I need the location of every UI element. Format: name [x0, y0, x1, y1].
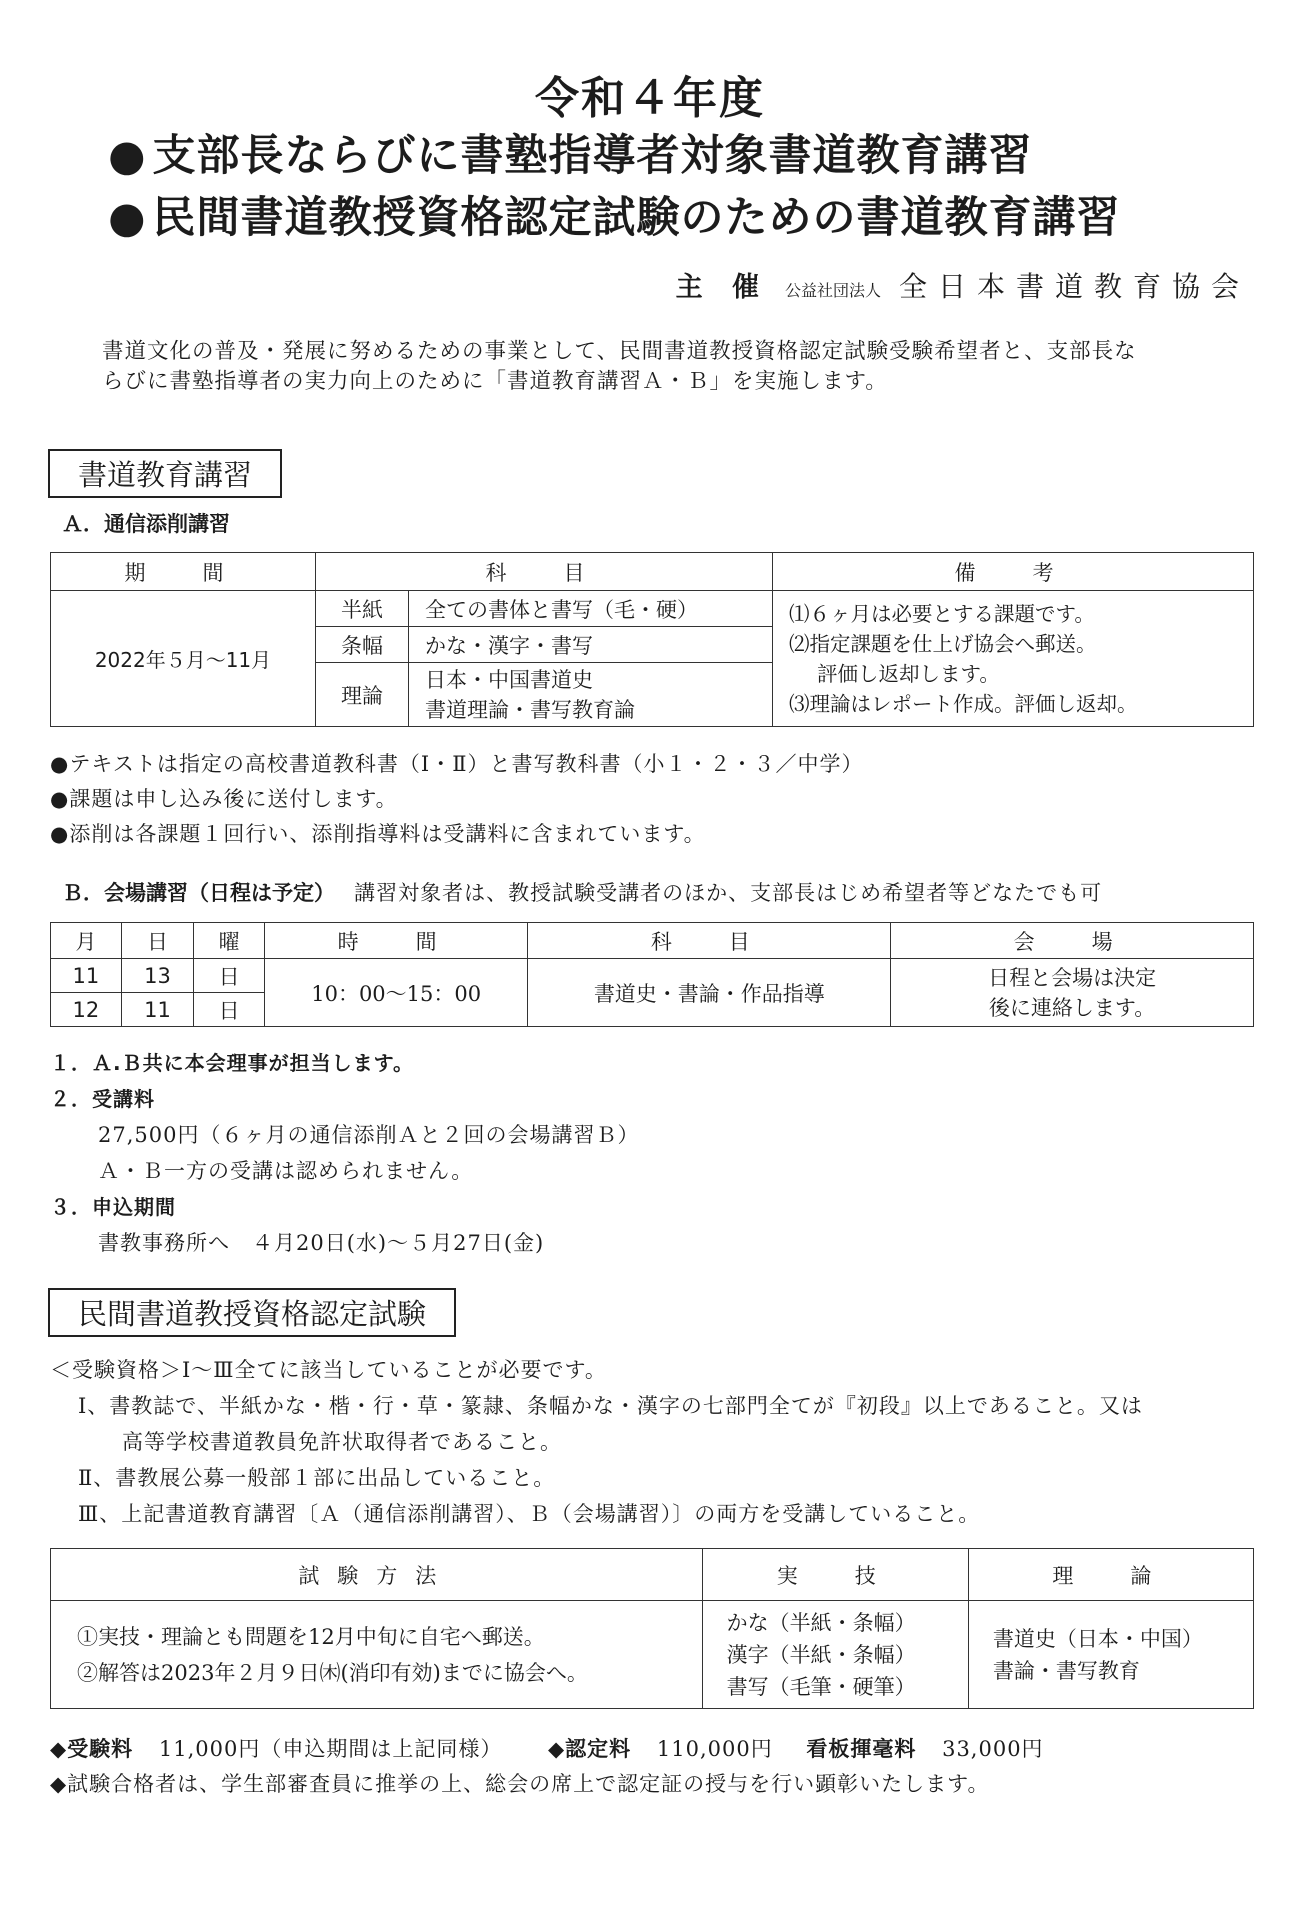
content-theory-2: 書道理論・書写教育論 — [425, 697, 635, 722]
title-line-1 — [108, 122, 1033, 183]
subhead-b-note: 講習対象者は、教授試験受講者のほか、支部長はじめ希望者等どなたでも可 — [354, 881, 1103, 905]
venue-cell — [891, 959, 1254, 1027]
time-cell: 10：00〜15：00 — [264, 959, 528, 1027]
th-time: 時 間 — [264, 923, 528, 959]
bullet-icon: ● — [108, 131, 147, 181]
th-subject-b: 科 目 — [528, 923, 891, 959]
item-3: ３．申込期間 — [50, 1195, 176, 1219]
venue-line-1: 日程と会場は決定 — [988, 965, 1157, 990]
th-day: 日 — [121, 923, 194, 959]
notes-cell — [773, 591, 1254, 727]
content-theory — [409, 663, 773, 727]
subhead-b-row — [62, 877, 1102, 907]
table-exam — [50, 1548, 1254, 1709]
bullet-text-3: ●添削は各課題１回行い、添削指導料は受講料に含まれています。 — [50, 822, 706, 846]
sponsor-label: 主 催 — [675, 272, 769, 303]
sign-fee-value: 33,000円 — [942, 1737, 1044, 1761]
subhead-a: Ａ．通信添削講習 — [62, 512, 230, 536]
th-theory: 理 論 — [968, 1549, 1253, 1601]
month-1: 11 — [51, 959, 122, 993]
qual-2: Ⅱ、書教展公募一般部１部に出品していること。 — [78, 1466, 556, 1490]
content-jofuku: かな・漢字・書写 — [409, 627, 773, 663]
cat-hanshi: 半紙 — [316, 591, 409, 627]
cert-fee-label: ◆認定料 — [548, 1737, 632, 1761]
sign-fee-label: 看板揮毫料 — [806, 1737, 917, 1761]
sponsor-name: 全日本書道教育協会 — [898, 270, 1250, 303]
item-3a: 書教事務所へ ４月20日(水)〜５月27日(金) — [98, 1231, 545, 1255]
title-line-2 — [108, 184, 1121, 245]
bullet-text-1: ●テキストは指定の高校書道教科書（Ⅰ・Ⅱ）と書写教科書（小１・２・３／中学） — [50, 752, 864, 776]
qual-3: Ⅲ、上記書道教育講習〔Ａ（通信添削講習）、Ｂ（会場講習）〕の両方を受講していること。 — [78, 1502, 981, 1526]
cat-theory: 理論 — [316, 663, 409, 727]
fees-row — [50, 1733, 1044, 1763]
method-cell — [51, 1601, 703, 1709]
method-2: ②解答は2023年２月９日㈭(消印有効)までに協会へ。 — [77, 1660, 588, 1685]
theory-1: 書道史（日本・中国） — [992, 1626, 1203, 1651]
th-subject: 科 目 — [316, 553, 773, 591]
theory-cell — [968, 1601, 1253, 1709]
subhead-b: Ｂ．会場講習（日程は予定） — [62, 881, 335, 905]
intro-line-2: らびに書塾指導者の実力向上のために「書道教育講習Ａ・Ｂ」を実施します。 — [102, 369, 888, 394]
day-2: 11 — [121, 993, 194, 1027]
item-2: ２．受講料 — [50, 1087, 155, 1111]
cert-fee-value: 110,000円 — [656, 1737, 773, 1761]
practical-3: 書写（毛筆・硬筆） — [726, 1674, 916, 1699]
item-2b: Ａ・Ｂ一方の受講は認められません。 — [98, 1159, 474, 1183]
exam-fee-value: 11,000円（申込期間は上記同様） — [158, 1737, 503, 1761]
note-1: ⑴６ヶ月は必要とする課題です。 — [789, 601, 1095, 626]
month-2: 12 — [51, 993, 122, 1027]
theory-2: 書論・書写教育 — [992, 1658, 1140, 1683]
sponsor-kind: 公益社団法人 — [784, 281, 881, 300]
qual-1: Ⅰ、書教誌で、半紙かな・楷・行・草・篆隷、条幅かな・漢字の七部門全てが『初段』以上であること。又は — [78, 1394, 1143, 1418]
note-3: ⑶理論はレポート作成。評価し返却。 — [789, 691, 1138, 716]
note-2b: 評価し返却します。 — [817, 661, 1000, 686]
method-1: ①実技・理論とも問題を12月中旬に自宅へ郵送。 — [77, 1624, 545, 1649]
period-cell: 2022年５月〜11月 — [51, 591, 316, 727]
subject-cell: 書道史・書論・作品指導 — [528, 959, 891, 1027]
venue-line-2: 後に連絡します。 — [988, 995, 1156, 1020]
note-2: ⑵指定課題を仕上げ協会へ郵送。 — [789, 631, 1097, 656]
bullet-icon: ● — [108, 193, 147, 243]
dow-1: 日 — [194, 959, 265, 993]
practical-2: 漢字（半紙・条幅） — [726, 1642, 916, 1667]
practical-cell — [702, 1601, 968, 1709]
content-hanshi: 全ての書体と書写（毛・硬） — [409, 591, 773, 627]
th-dow: 曜 — [194, 923, 265, 959]
section-title-exam: 民間書道教授資格認定試験 — [48, 1288, 456, 1337]
practical-1: かな（半紙・条幅） — [726, 1610, 916, 1635]
th-notes: 備 考 — [773, 553, 1254, 591]
items-list — [50, 1045, 639, 1261]
qual-1b: 高等学校書道教員免許状取得者であること。 — [122, 1430, 562, 1454]
bullets-a — [50, 747, 863, 852]
title-line-1-text: 支部長ならびに書塾指導者対象書道教育講習 — [152, 131, 1033, 181]
table-venue — [50, 922, 1254, 1027]
bullet-text-2: ●課題は申し込み後に送付します。 — [50, 787, 398, 811]
item-1: １．Ａ.Ｂ共に本会理事が担当します。 — [50, 1051, 414, 1075]
th-practical: 実 技 — [702, 1549, 968, 1601]
section-title-lessons: 書道教育講習 — [48, 449, 282, 498]
qualifications — [50, 1352, 1143, 1532]
exam-fee-label: ◆受験料 — [50, 1737, 134, 1761]
dow-2: 日 — [194, 993, 265, 1027]
th-method: 試験方法 — [51, 1549, 703, 1601]
qual-head: ＜受験資格＞Ⅰ〜Ⅲ全てに該当していることが必要です。 — [50, 1358, 607, 1382]
th-month: 月 — [51, 923, 122, 959]
cat-jofuku: 条幅 — [316, 627, 409, 663]
title-line-2-text: 民間書道教授資格認定試験のための書道教育講習 — [152, 193, 1121, 243]
year-title: 令和４年度 — [535, 73, 765, 124]
table-correspondence — [50, 552, 1254, 727]
intro-line-1: 書道文化の普及・発展に努めるための事業として、民間書道教授資格認定試験受験希望者と、支部長な — [102, 339, 1137, 364]
intro — [102, 337, 1137, 397]
content-theory-1: 日本・中国書道史 — [425, 667, 593, 692]
th-venue: 会 場 — [891, 923, 1254, 959]
final-note: ◆試験合格者は、学生部審査員に推挙の上、総会の席上で認定証の授与を行い顕彰いたします。 — [50, 1772, 990, 1796]
item-2a: 27,500円（６ヶ月の通信添削Ａと２回の会場講習Ｂ） — [98, 1123, 640, 1147]
sponsor — [676, 265, 1250, 305]
day-1: 13 — [121, 959, 194, 993]
th-period: 期 間 — [51, 553, 316, 591]
